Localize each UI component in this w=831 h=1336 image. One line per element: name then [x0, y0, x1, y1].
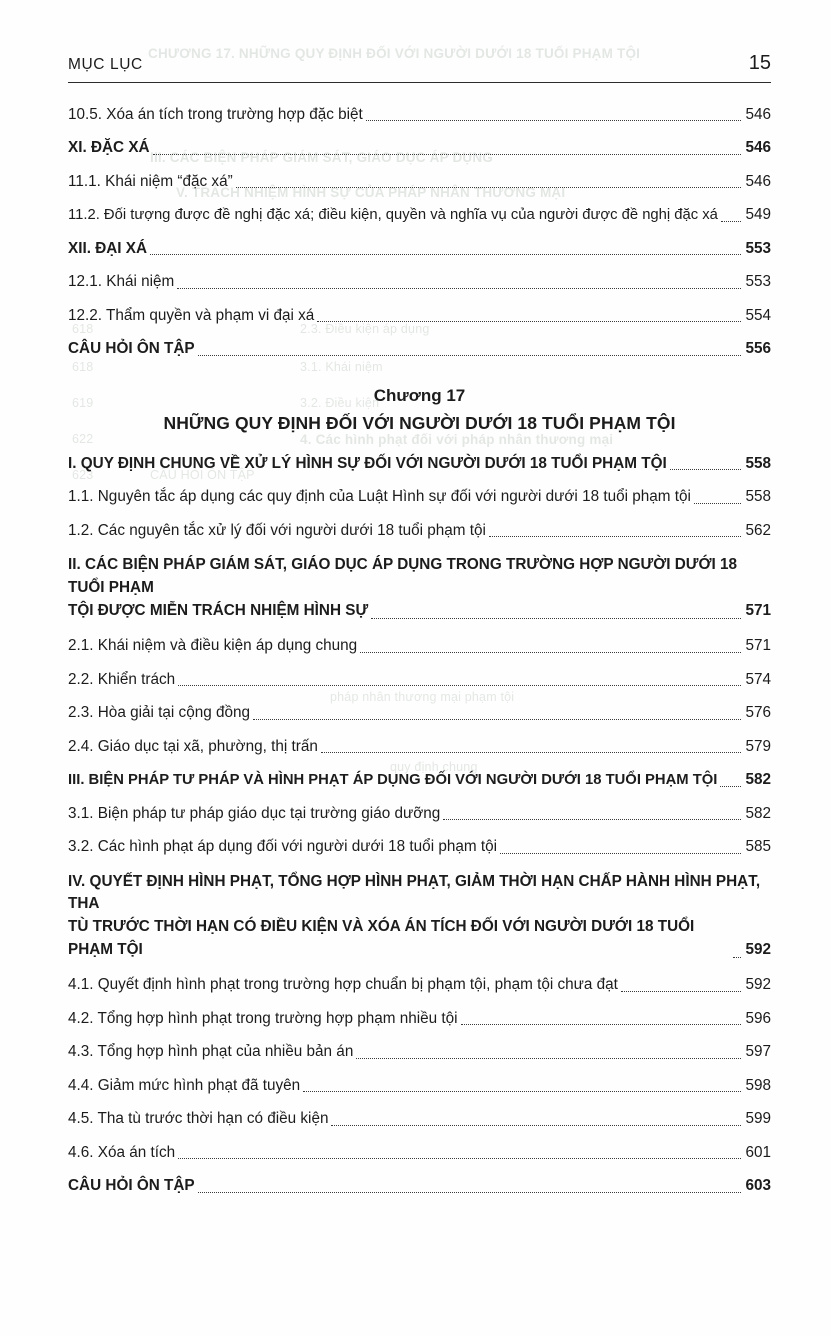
- leader-dots: [366, 119, 742, 121]
- toc-entry-page: 571: [745, 602, 771, 620]
- header-title: MỤC LỤC: [68, 56, 143, 73]
- ghost-text: 619: [72, 396, 94, 410]
- toc-entry-page: 546: [745, 172, 771, 190]
- leader-dots: [371, 617, 741, 619]
- toc-entry-label: 11.2. Đối tượng được đề nghị đặc xá; điều kiện, quyền và nghĩa vụ của người được đề nghị đặc xá: [68, 207, 718, 224]
- toc-entry-label: 3.1. Biện pháp tư pháp giáo dục tại trường giáo dưỡng: [68, 804, 441, 822]
- leader-dots: [721, 220, 742, 222]
- toc-entry-label: 3.2. Các hình phạt áp dụng đối với người dưới 18 tuổi phạm tội: [68, 838, 498, 856]
- leader-dots: [177, 287, 741, 289]
- ghost-text: CÂU HỎI ÔN TẬP: [150, 468, 255, 482]
- toc-entry-page: 603: [745, 1177, 771, 1195]
- toc-entry[interactable]: [68, 770, 771, 790]
- toc-entry[interactable]: [68, 239, 771, 259]
- toc-entry-label: 4.4. Giảm mức hình phạt đã tuyên: [68, 1076, 301, 1094]
- toc-entry[interactable]: [68, 172, 771, 192]
- leader-dots: [694, 502, 742, 504]
- toc-entry[interactable]: [68, 306, 771, 326]
- toc-entry-label: 4.2. Tổng hợp hình phạt trong trường hợp phạm nhiều tội: [68, 1009, 458, 1027]
- toc-entry-page: 582: [745, 804, 771, 822]
- leader-dots: [331, 1124, 741, 1126]
- toc-entry[interactable]: [68, 1042, 771, 1062]
- toc-entry-label: CÂU HỎI ÔN TẬP: [68, 1177, 195, 1195]
- toc-list-bottom: [68, 454, 771, 1197]
- leader-dots: [198, 1191, 742, 1193]
- ghost-text: pháp nhân thương mại phạm tội: [330, 690, 515, 704]
- toc-entry-label: II. CÁC BIỆN PHÁP GIÁM SÁT, GIÁO DỤC ÁP DỤNG TRONG TRƯỜNG HỢP NGƯỜI DƯỚI 18 TUỔI PHẠM: [68, 556, 738, 597]
- toc-entry[interactable]: [68, 554, 771, 623]
- toc-entry-page: 546: [745, 106, 771, 123]
- ghost-text: 3.2. Điều kiện: [300, 396, 380, 410]
- ghost-text: 622: [72, 432, 94, 446]
- toc-entry-page: 597: [745, 1043, 771, 1061]
- ghost-text: III. CÁC BIỆN PHÁP GIÁM SÁT, GIÁO DỤC ÁP DỤNG: [150, 150, 494, 165]
- leader-dots: [178, 684, 741, 686]
- toc-entry[interactable]: [68, 737, 771, 757]
- toc-entry-label: 1.1. Nguyên tắc áp dụng các quy định của Luật Hình sự đối với người dưới 18 tuổi phạm tội: [68, 488, 691, 506]
- leader-dots: [303, 1090, 741, 1092]
- toc-entry-label: 2.2. Khiển trách: [68, 670, 176, 688]
- ghost-text: 4. Các hình phạt đối với pháp nhân thương mại: [300, 432, 614, 447]
- toc-entry[interactable]: [68, 1109, 771, 1129]
- toc-entry[interactable]: [68, 272, 771, 292]
- ghost-text: 618: [72, 360, 94, 374]
- toc-entry[interactable]: [68, 703, 771, 723]
- toc-entry-page: 585: [745, 838, 771, 856]
- toc-entry-page: 579: [745, 737, 771, 755]
- chapter-heading: [68, 386, 771, 434]
- toc-entry-page: 558: [745, 454, 771, 472]
- toc-entry-label: 4.1. Quyết định hình phạt trong trường hợp chuẩn bị phạm tội, phạm tội chưa đạt: [68, 976, 618, 994]
- toc-entry-label: 4.5. Tha tù trước thời hạn có điều kiện: [68, 1110, 329, 1128]
- ghost-text: 3.1. Khái niệm: [300, 360, 383, 374]
- leader-dots: [360, 651, 741, 653]
- toc-entry-page: 562: [745, 521, 771, 539]
- leader-dots: [253, 718, 741, 720]
- page-number: 15: [748, 52, 771, 74]
- toc-entry-label: XII. ĐẠI XÁ: [68, 239, 148, 257]
- leader-dots: [733, 956, 741, 958]
- toc-entry[interactable]: [68, 670, 771, 690]
- toc-entry[interactable]: [68, 975, 771, 995]
- toc-entry-label: XI. ĐẶC XÁ: [68, 139, 150, 157]
- page-header: [68, 52, 771, 83]
- toc-entry-page: 598: [745, 1076, 771, 1094]
- toc-entry-page: 554: [745, 306, 771, 324]
- toc-entry-label-cont: TỘI ĐƯỢC MIỄN TRÁCH NHIỆM HÌNH SỰ: [68, 602, 369, 620]
- toc-entry[interactable]: [68, 871, 771, 963]
- leader-dots: [317, 320, 741, 322]
- leader-dots: [321, 751, 742, 753]
- leader-dots: [489, 535, 742, 537]
- toc-entry[interactable]: [68, 1009, 771, 1029]
- chapter-title: NHỮNG QUY ĐỊNH ĐỐI VỚI NGƯỜI DƯỚI 18 TUỔI PHẠM TỘI: [163, 412, 676, 433]
- ghost-text: quy định chung: [390, 760, 478, 774]
- toc-entry[interactable]: [68, 1143, 771, 1163]
- toc-entry-label: 4.6. Xóa án tích: [68, 1143, 176, 1161]
- toc-entry[interactable]: [68, 105, 771, 125]
- toc-entry-page: 558: [745, 488, 771, 506]
- leader-dots: [461, 1023, 742, 1025]
- toc-entry[interactable]: [68, 205, 771, 225]
- toc-entry[interactable]: [68, 636, 771, 656]
- toc-entry[interactable]: [68, 339, 771, 359]
- ghost-text: CHƯƠNG 17. NHỮNG QUY ĐỊNH ĐỐI VỚI NGƯỜI DƯỚI 18 TUỔI PHẠM TỘI: [148, 46, 641, 61]
- leader-dots: [153, 153, 742, 155]
- toc-entry[interactable]: [68, 521, 771, 541]
- toc-entry-label: 4.3. Tổng hợp hình phạt của nhiều bản án: [68, 1043, 354, 1061]
- toc-entry-page: 601: [745, 1143, 771, 1161]
- leader-dots: [178, 1157, 741, 1159]
- toc-entry[interactable]: [68, 487, 771, 507]
- toc-entry-label: 2.1. Khái niệm và điều kiện áp dụng chung: [68, 637, 358, 655]
- toc-entry-page: 582: [745, 771, 771, 789]
- leader-dots: [236, 186, 742, 188]
- toc-entry[interactable]: [68, 1176, 771, 1196]
- toc-entry-page: 592: [745, 976, 771, 994]
- toc-entry-label: 12.2. Thẩm quyền và phạm vi đại xá: [68, 306, 315, 324]
- toc-entry-page: 549: [745, 206, 771, 224]
- chapter-number: Chương 17: [373, 385, 466, 405]
- ghost-text: 618: [72, 322, 94, 336]
- toc-entry-page: 576: [745, 704, 771, 722]
- toc-entry-page: 599: [745, 1110, 771, 1128]
- leader-dots: [621, 990, 742, 992]
- toc-entry-page: 556: [745, 340, 771, 358]
- toc-entry[interactable]: [68, 804, 771, 824]
- toc-entry-label: III. BIỆN PHÁP TƯ PHÁP VÀ HÌNH PHẠT ÁP DỤNG ĐỐI VỚI NGƯỜI DƯỚI 18 TUỔI PHẠM TỘI: [68, 771, 718, 788]
- toc-entry-page: 596: [745, 1009, 771, 1027]
- leader-dots: [720, 785, 741, 787]
- ghost-text: 2.3. Điều kiện áp dụng: [300, 322, 430, 336]
- ghost-text: 623: [72, 468, 94, 482]
- toc-entry-label: CÂU HỎI ÔN TẬP: [68, 340, 195, 358]
- toc-entry-label: 2.4. Giáo dục tại xã, phường, thị trấn: [68, 737, 318, 755]
- toc-list-top: [68, 105, 771, 360]
- toc-entry-label: IV. QUYẾT ĐỊNH HÌNH PHẠT, TỔNG HỢP HÌNH PHẠT, GIẢM THỜI HẠN CHẤP HÀNH HÌNH PHẠT, THA: [68, 872, 761, 913]
- toc-entry[interactable]: [68, 1076, 771, 1096]
- toc-entry-label: 1.2. Các nguyên tắc xử lý đối với người dưới 18 tuổi phạm tội: [68, 521, 486, 539]
- toc-entry-page: 571: [745, 637, 771, 655]
- toc-entry[interactable]: [68, 138, 771, 158]
- toc-entry-page: 574: [745, 670, 771, 688]
- ghost-text: V. TRÁCH NHIỆM HÌNH SỰ CỦA PHÁP NHÂN THƯƠNG MẠI: [176, 185, 566, 200]
- toc-entry-page: 553: [745, 273, 771, 291]
- toc-entry-label: 12.1. Khái niệm: [68, 273, 175, 291]
- toc-entry-page: 546: [745, 139, 771, 157]
- leader-dots: [356, 1057, 741, 1059]
- toc-entry-label-cont: TÙ TRƯỚC THỜI HẠN CÓ ĐIỀU KIỆN VÀ XÓA ÁN TÍCH ĐỐI VỚI NGƯỜI DƯỚI 18 TUỔI PHẠM TỘI: [68, 918, 695, 959]
- leader-dots: [670, 468, 742, 470]
- leader-dots: [443, 818, 741, 820]
- leader-dots: [198, 354, 742, 356]
- toc-entry-label: 2.3. Hòa giải tại cộng đồng: [68, 704, 250, 722]
- toc-entry[interactable]: [68, 837, 771, 857]
- leader-dots: [150, 253, 741, 255]
- toc-entry-page: 553: [745, 239, 771, 257]
- leader-dots: [500, 852, 741, 854]
- toc-entry-label: 11.1. Khái niệm “đặc xá”: [68, 172, 233, 190]
- toc-entry-page: 592: [745, 941, 771, 959]
- toc-entry[interactable]: [68, 454, 771, 474]
- toc-entry-label: 10.5. Xóa án tích trong trường hợp đặc biệt: [68, 106, 363, 123]
- toc-entry-label: I. QUY ĐỊNH CHUNG VỀ XỬ LÝ HÌNH SỰ ĐỐI VỚI NGƯỜI DƯỚI 18 TUỔI PHẠM TỘI: [68, 454, 667, 472]
